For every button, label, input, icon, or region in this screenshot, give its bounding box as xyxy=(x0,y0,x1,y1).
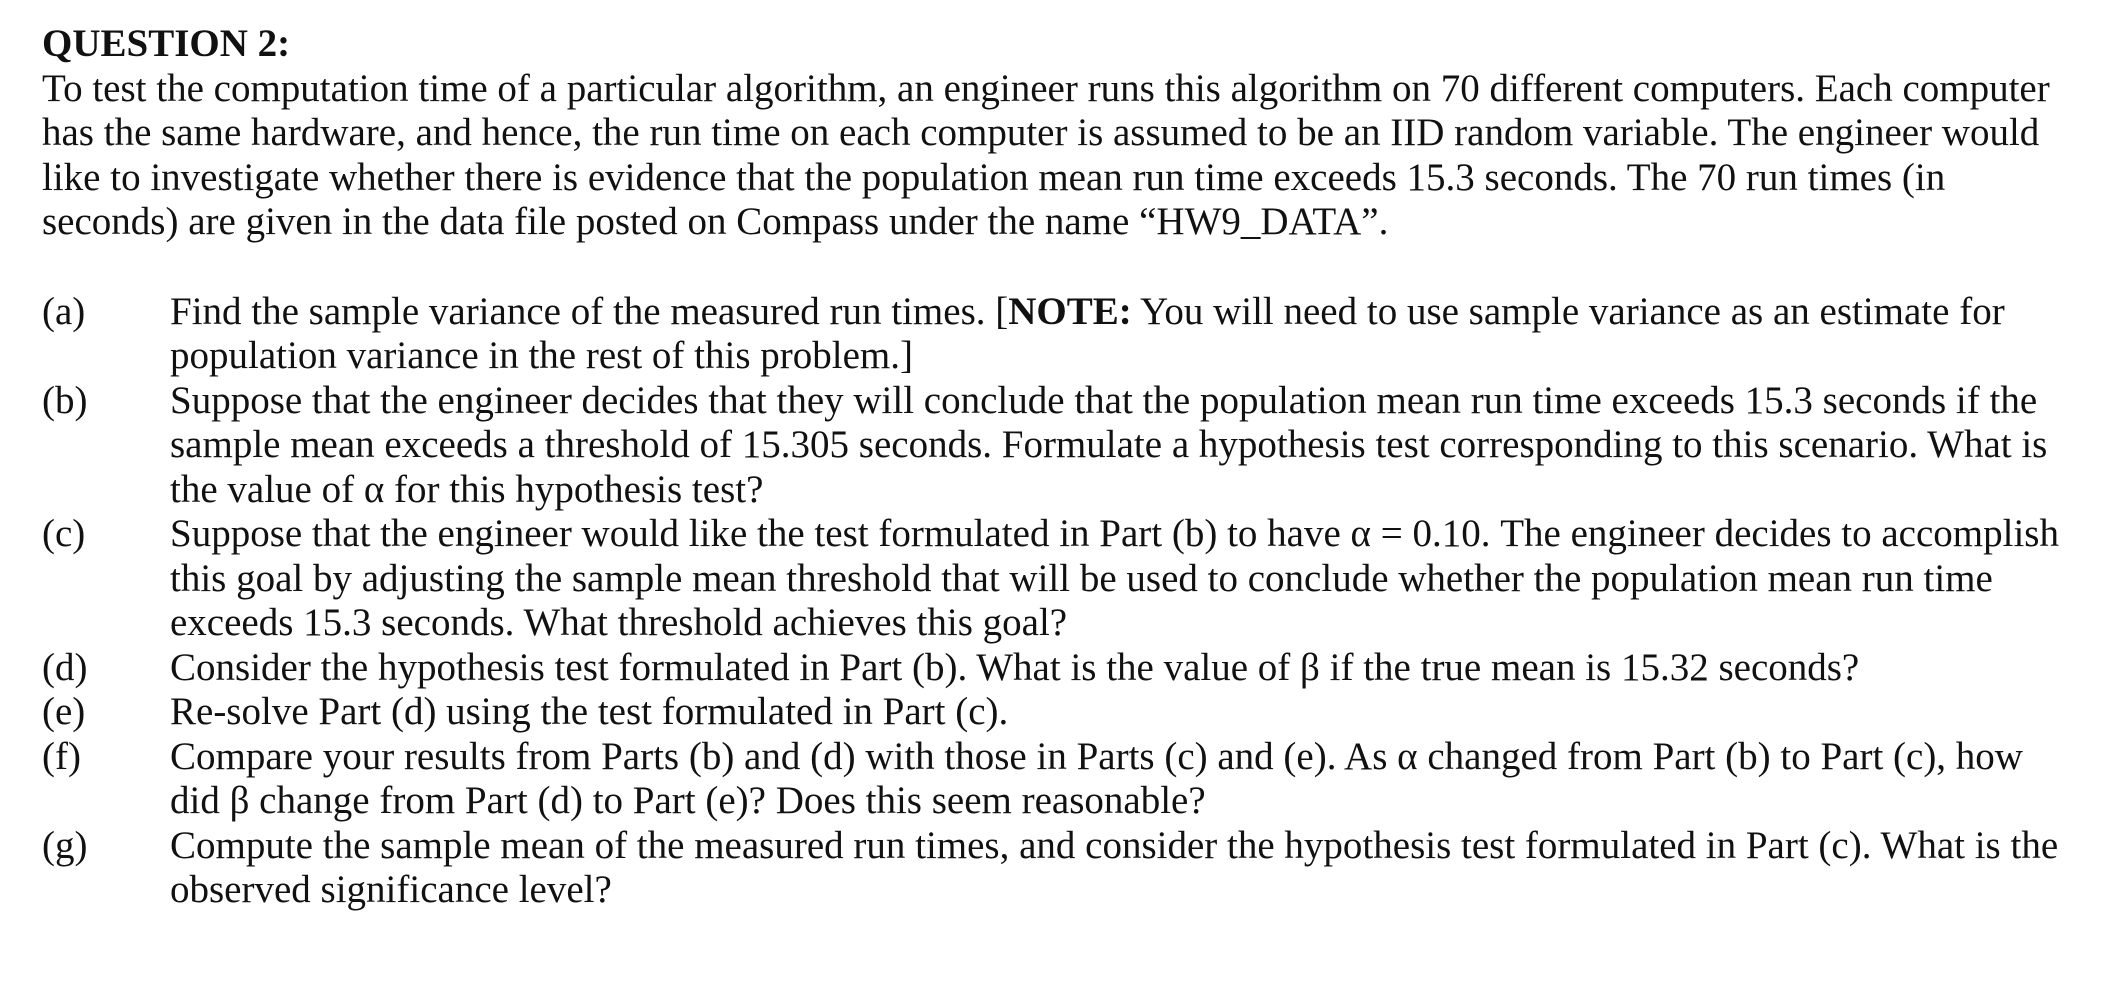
part-g xyxy=(42,824,2082,913)
part-letter: (e) xyxy=(42,690,86,733)
part-letter: (b) xyxy=(42,378,88,422)
part-a-text-before: Find the sample variance of the measured run times. [ xyxy=(170,289,1009,333)
part-b xyxy=(42,379,2082,513)
part-a-text-after: You will need to use sample variance as an estimate for population variance in the rest of this problem.] xyxy=(170,289,2005,377)
part-letter: (d) xyxy=(42,645,88,689)
part-text: Suppose that the engineer decides that they will conclude that the population mean run time exceeds 15.3 seconds if the sample mean exceeds a threshold of 15.305 seconds. Formulate a hypothesis test corresponding to this scenario. What is the value of α for this hypothesis test? xyxy=(170,378,2048,511)
part-e xyxy=(42,690,2082,735)
question-parts-list xyxy=(42,290,2082,913)
part-text: Compute the sample mean of the measured run times, and consider the hypothesis test formulated in Part (c). What is the observed significance level? xyxy=(170,823,2059,911)
part-letter: (f) xyxy=(42,734,81,778)
part-letter: (g) xyxy=(42,823,88,867)
note-label: NOTE: xyxy=(1008,289,1132,333)
part-text xyxy=(170,290,2005,378)
question-page xyxy=(42,22,2082,913)
question-intro: To test the computation time of a particular algorithm, an engineer runs this algorithm on 70 different computers. Each computer has the same hardware, and hence, the run time on each computer is assumed to be an IID random variable. The engineer would like to investigate whether there is evidence that the population mean run time exceeds 15.3 seconds. The 70 run times (in seconds) are given in the data file posted on Compass under the name “HW9_DATA”. xyxy=(42,66,2050,243)
part-letter: (a) xyxy=(42,289,86,333)
part-letter: (c) xyxy=(42,512,86,555)
part-a xyxy=(42,290,2082,379)
part-text: Compare your results from Parts (b) and (d) with those in Parts (c) and (e). As α changed from Part (b) to Part (c), how did β change from Part (d) to Part (e)? Does this seem reasonable? xyxy=(170,734,2023,822)
part-d xyxy=(42,646,2082,691)
question-heading: QUESTION 2: xyxy=(42,22,291,65)
part-c xyxy=(42,512,2082,646)
part-text: Suppose that the engineer would like the test formulated in Part (b) to have α = 0.10. The engineer decides to accomplish this goal by adjusting the sample mean threshold that will be used to conclude whether the population mean run time exceeds 15.3 seconds. What threshold achieves this goal? xyxy=(170,512,2059,644)
part-f xyxy=(42,735,2082,824)
part-text: Re-solve Part (d) using the test formulated in Part (c). xyxy=(170,690,1009,733)
part-text: Consider the hypothesis test formulated in Part (b). What is the value of β if the true mean is 15.32 seconds? xyxy=(170,645,1860,689)
